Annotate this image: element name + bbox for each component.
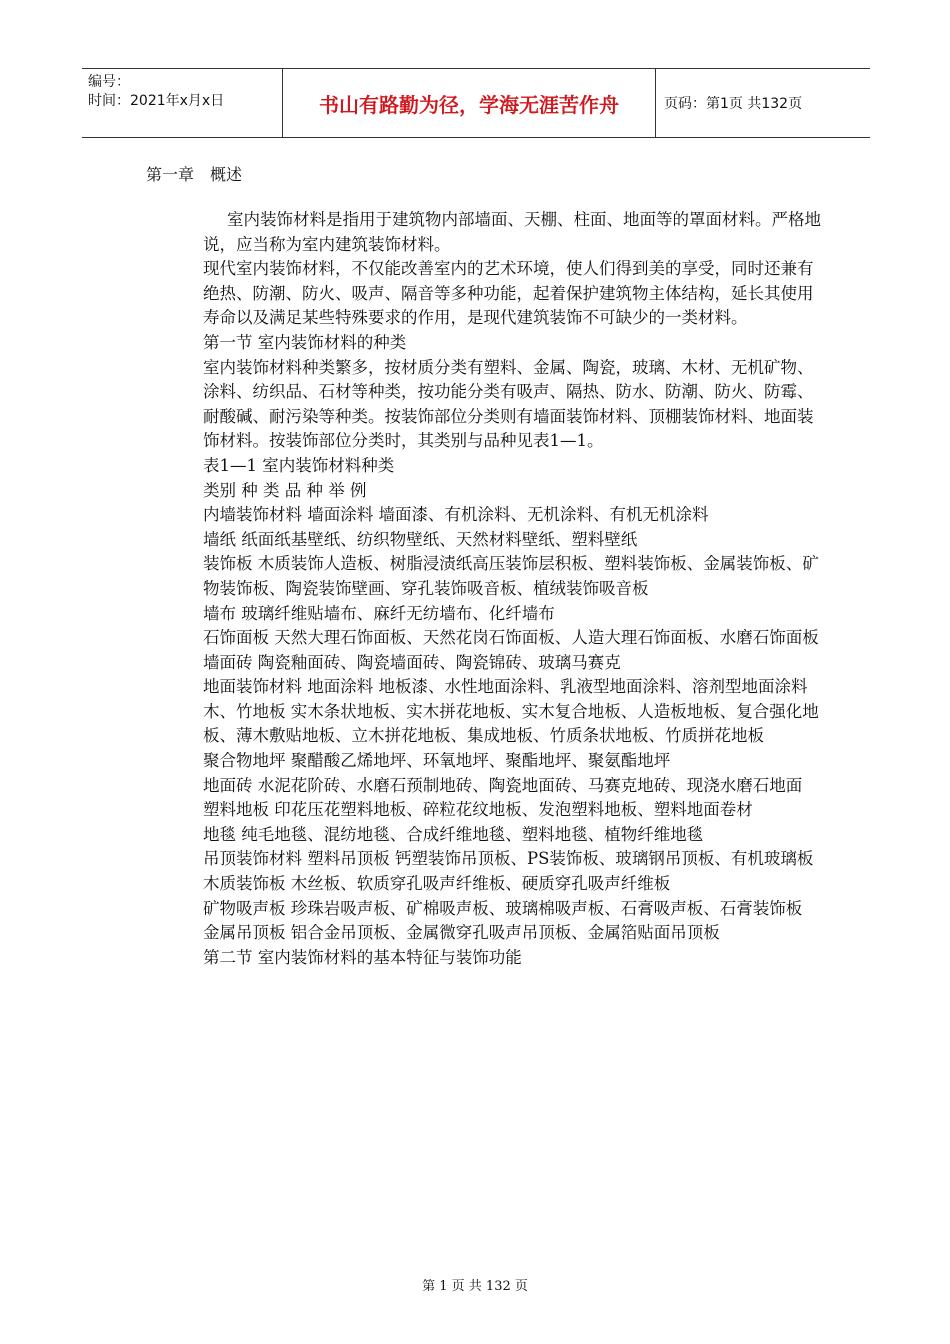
table-row: 聚合物地坪 聚醋酸乙烯地坪、环氧地坪、聚酯地坪、聚氨酯地坪 xyxy=(203,751,671,771)
table-row: 地面砖 水泥花阶砖、水磨石预制地砖、陶瓷地面砖、马赛克地砖、现浇水磨石地面 xyxy=(203,775,803,795)
header-page-info: 页码：第1页 共132页 xyxy=(664,96,803,112)
table-row: 墙布 玻璃纤维贴墙布、麻纤无纺墙布、化纤墙布 xyxy=(203,603,555,623)
table-row: 塑料地板 印花压花塑料地板、碎粒花纹地板、发泡塑料地板、塑料地面卷材 xyxy=(203,800,753,820)
table-row: 地毯 纯毛地毯、混纺地毯、合成纤维地毯、塑料地毯、植物纤维地毯 xyxy=(203,824,704,844)
table-row: 石饰面板 天然大理石饰面板、天然花岗石饰面板、人造大理石饰面板、水磨石饰面板 xyxy=(203,628,819,648)
table-row: 地面装饰材料 地面涂料 地板漆、水性地面涂料、乳液型地面涂料、溶剂型地面涂料 xyxy=(203,677,808,697)
table-row: 金属吊顶板 铝合金吊顶板、金属微穿孔吸声吊顶板、金属箔贴面吊顶板 xyxy=(203,923,720,943)
page-header xyxy=(82,68,870,138)
table-row: 矿物吸声板 珍珠岩吸声板、矿棉吸声板、玻璃棉吸声板、石膏吸声板、石膏装饰板 xyxy=(203,898,803,918)
table-row: 吊顶装饰材料 塑料吊顶板 钙塑装饰吊顶板、PS装饰板、玻璃钢吊顶板、有机玻璃板 xyxy=(203,849,814,869)
paragraph: 室内装饰材料种类繁多，按材质分类有塑料、金属、陶瓷，玻璃、木材、无机矿物、涂料、纺织品、石材等种类，按功能分类有吸声、隔热、防水、防潮、防火、防霉、耐酸碱、耐污染等种类。按装饰部位分类则有墙面装饰材料、顶棚装饰材料、地面装饰材料。按装饰部位分类时，其类别与品种见表1—1。 xyxy=(203,357,814,451)
section-heading: 第二节 室内装饰材料的基本特征与装饰功能 xyxy=(203,947,522,967)
table-row: 木、竹地板 实木条状地板、实木拼花地板、实木复合地板、人造板地板、复合强化地板、薄木敷贴地板、立木拼花地板、集成地板、竹质条状地板、竹质拼花地板 xyxy=(203,701,819,746)
section-heading: 第一节 室内装饰材料的种类 xyxy=(203,332,407,352)
document-body xyxy=(203,208,823,970)
table-header-row: 类别 种 类 品 种 举 例 xyxy=(203,480,367,500)
table-caption: 表1—1 室内装饰材料种类 xyxy=(203,455,395,475)
table-row: 墙面砖 陶瓷釉面砖、陶瓷墙面砖、陶瓷锦砖、玻璃马赛克 xyxy=(203,652,621,672)
chapter-title: 第一章 概述 xyxy=(146,165,243,184)
page-footer: 第 1 页 共 132 页 xyxy=(422,1279,528,1294)
paragraph: 现代室内装饰材料，不仅能改善室内的艺术环境，使人们得到美的享受，同时还兼有绝热、防潮、防火、吸声、隔音等多种功能，起着保护建筑物主体结构，延长其使用寿命以及满足某些特殊要求的作用，是现代建筑装饰不可缺少的一类材料。 xyxy=(203,259,814,328)
table-row: 墙纸 纸面纸基壁纸、纺织物壁纸、天然材料壁纸、塑料壁纸 xyxy=(203,529,638,549)
header-motto: 书山有路勤为径，学海无涯苦作舟 xyxy=(282,69,656,137)
table-row: 木质装饰板 木丝板、软质穿孔吸声纤维板、硬质穿孔吸声纤维板 xyxy=(203,874,671,894)
table-row: 内墙装饰材料 墙面涂料 墙面漆、有机涂料、无机涂料、有机无机涂料 xyxy=(203,505,709,525)
table-row: 装饰板 木质装饰人造板、树脂浸渍纸高压装饰层积板、塑料装饰板、金属装饰板、矿物装饰板、陶瓷装饰壁画、穿孔装饰吸音板、植绒装饰吸音板 xyxy=(203,554,819,598)
header-meta xyxy=(82,69,282,137)
document-date-label: 时间：2021年x月x日 xyxy=(88,93,225,109)
document-number-label: 编号： xyxy=(88,74,130,90)
paragraph: 室内装饰材料是指用于建筑物内部墙面、天棚、柱面、地面等的罩面材料。严格地说，应当称为室内建筑装饰材料。 xyxy=(203,210,821,254)
